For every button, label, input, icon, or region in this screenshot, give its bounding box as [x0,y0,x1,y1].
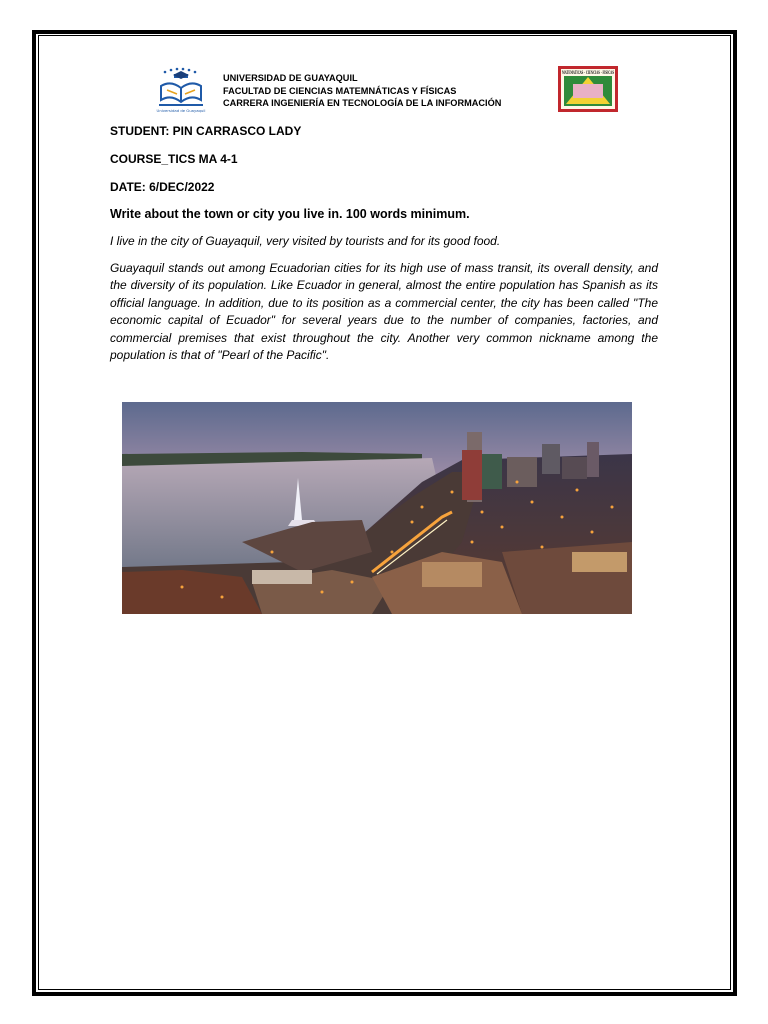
guayaquil-city-photo [122,402,632,614]
student-name: STUDENT: PIN CARRASCO LADY [110,124,302,138]
faculty-name: FACULTAD DE CIENCIAS MATEMNÁTICAS Y FÍSICAS [223,85,457,96]
university-logo-caption: Universidad de Guayaquil [156,108,206,113]
intro-sentence: I live in the city of Guayaquil, very visited by tourists and for its good food. [110,234,501,248]
document-header [155,64,620,114]
university-logo-icon [155,66,207,114]
assignment-prompt: Write about the town or city you live in. 100 words minimum. [110,207,470,221]
faculty-logo-text: MATEMATICAS · CIENCIAS · FISICAS [562,70,614,75]
body-paragraph: Guayaquil stands out among Ecuadorian cities for its high use of mass transit, its overall density, and the diversity of its population. Like Ecuador in general, almost the entire population has Spanish as its official language. In addition, due to its position as a commercial center, the city has been called "The economic capital of Ecuador" for several years due to the number of companies, factories, and commercial premises that exist throughout the city. Another very common nickname among the population is that of "Pearl of the Pacific". [110,261,658,363]
faculty-logo-icon [558,66,618,112]
document-date: DATE: 6/DEC/2022 [110,180,215,194]
university-name: UNIVERSIDAD DE GUAYAQUIL [223,73,358,83]
course-code: COURSE_TICS MA 4-1 [110,152,238,166]
career-name: CARRERA INGENIERÍA EN TECNOLOGÍA DE LA INFORMACIÓN [223,98,502,108]
